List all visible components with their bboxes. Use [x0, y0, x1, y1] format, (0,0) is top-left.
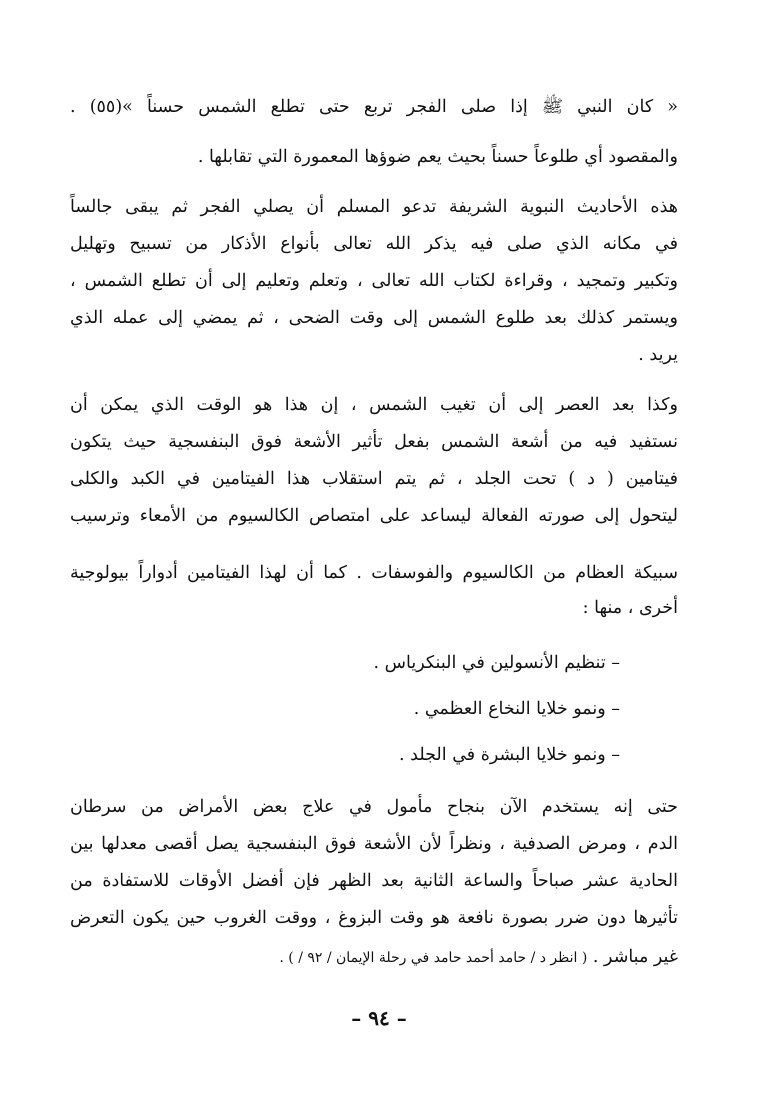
text-line: سبيكة العظام من الكالسيوم والفوسفات . كما أن لهذا الفيتامين أدواراً بيولوجية [70, 563, 678, 583]
list-item: – ونمو خلايا النخاع العظمي . [413, 699, 620, 719]
text-line: تأثيرها دون ضرر بصورة نافعة هو وقت البزوغ ، ووقت الغروب حين يكون التعرض [70, 908, 678, 928]
text-line: في مكانه الذي صلى فيه يذكر الله تعالى بأنواع الأذكار من تسبيح وتهليل [70, 234, 678, 254]
text-line: ويستمر كذلك بعد طلوع الشمس إلى وقت الضحى ، ثم يمضي إلى عمله الذي [70, 308, 678, 328]
text-line: وتكبير وتمجيد ، وقراءة لكتاب الله تعالى ، وتعلم وتعليم إلى أن تطلع الشمس ، [70, 271, 678, 291]
text-line: أخرى ، منها : [582, 598, 678, 618]
text-fragment: غير مباشر . [587, 947, 678, 967]
text-line: يريد . [638, 345, 678, 365]
text-line: نستفيد فيه من أشعة الشمس بفعل تأثير الأشعة فوق البنفسجية حيث يتكون [70, 432, 678, 452]
list-item: – ونمو خلايا البشرة في الجلد . [399, 745, 620, 765]
list-item: – تنظيم الأنسولين في البنكرياس . [373, 653, 620, 673]
text-line [70, 940, 678, 975]
source-note: ( انظر د / حامد أحمد حامد في رحلة الإيمان / ٩٢ / ) . [279, 950, 588, 966]
page-number: – ٩٤ – [351, 1006, 407, 1030]
text-line: فيتامين ( د ) تحت الجلد ، ثم يتم استقلاب هذا الفيتامين في الكبد والكلى [70, 469, 678, 489]
hadith-line: « كان النبي ﷺ إذا صلى الفجر تربع حتى تطلع الشمس حسناً »(٥٥) . [70, 97, 678, 117]
text-line: والمقصود أي طلوعاً حسناً بحيث يعم ضوؤها المعمورة التي تقابلها . [197, 147, 678, 167]
text-line: حتى إنه يستخدم الآن بنجاح مأمول في علاج بعض الأمراض من سرطان [70, 797, 678, 817]
text-line: الحادية عشر صباحاً والساعة الثانية بعد الظهر فإن أفضل الأوقات للاستفادة من [70, 871, 678, 891]
text-line: هذه الأحاديث النبوية الشريفة تدعو المسلم أن يصلي الفجر ثم يبقى جالساً [70, 197, 678, 217]
text-line: الدم ، ومرض الصدفية ، ونظراً لأن الأشعة فوق البنفسجية يصل أقصى معدلها بين [70, 834, 678, 854]
text-line: ليتحول إلى صورته الفعالة ليساعد على امتصاص الكالسيوم من الأمعاء وترسيب [70, 506, 678, 526]
text-line: وكذا بعد العصر إلى أن تغيب الشمس ، إن هذا هو الوقت الذي يمكن أن [70, 395, 678, 415]
